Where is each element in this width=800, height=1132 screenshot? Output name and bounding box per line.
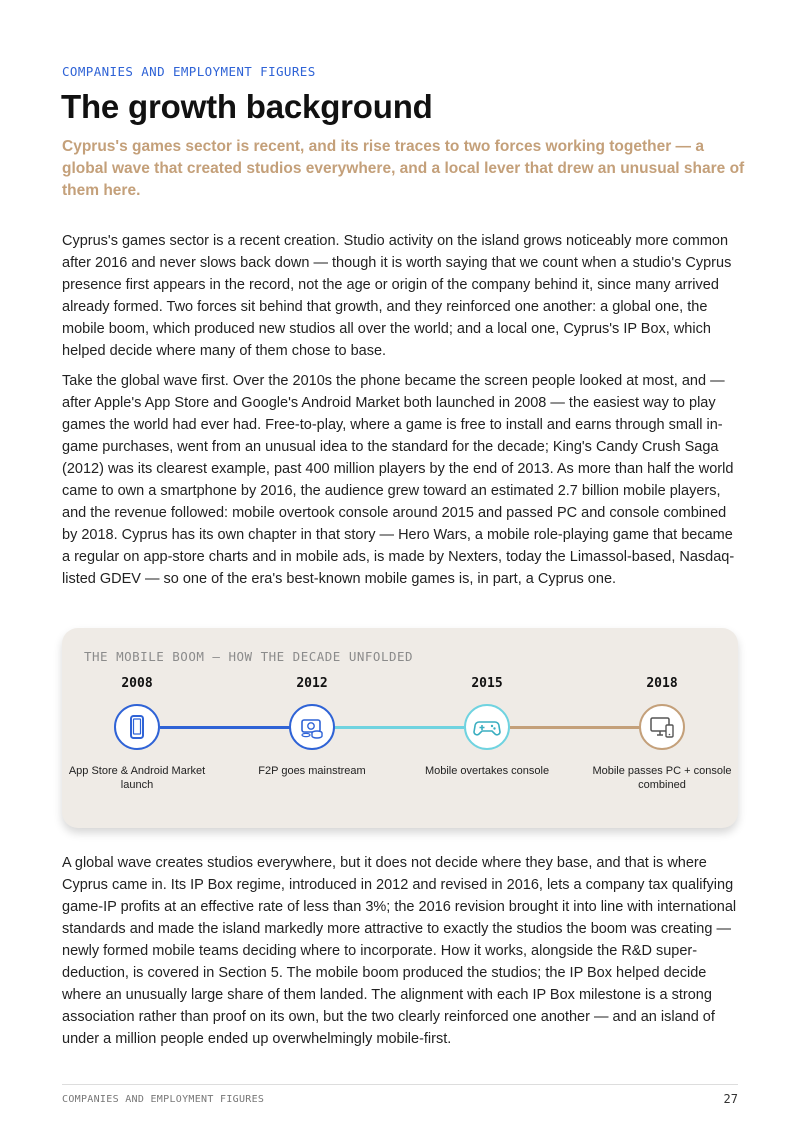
- milestone-year: 2015: [471, 676, 503, 691]
- timeline-title: THE MOBILE BOOM — HOW THE DECADE UNFOLDED: [84, 649, 414, 664]
- milestone-marker: [639, 704, 685, 750]
- footer-divider: [62, 1084, 738, 1085]
- coins-icon: [298, 713, 326, 741]
- smartphone-icon: [124, 714, 150, 740]
- milestone-marker: [289, 704, 335, 750]
- milestone-label: Mobile overtakes console: [424, 765, 550, 777]
- footer-section-label: COMPANIES AND EMPLOYMENT FIGURES: [62, 1094, 265, 1105]
- milestone-marker: [114, 704, 160, 750]
- milestone-year: 2008: [121, 676, 153, 691]
- milestone-marker: [464, 704, 510, 750]
- timeline-connector: [334, 726, 464, 729]
- body-paragraph: Take the global wave first. Over the 2010s the phone became the screen people looked at most, and — after Apple's App Store and Google's Android Market both launched in 2008 — the easiest way to play games the world had ever had. Free-to-play, where a game is free to install and earns through small in-game purchases, went from an unusual idea to the standard for the decade; King's Candy Crush Saga (2012) was its clearest example, past 400 million players by the end of 2013. As more than half the world came to own a smartphone by 2016, the audience grew toward an estimated 2.7 billion mobile players, and the revenue followed: mobile overtook console around 2015 and passed PC and console combined by 2018. Cyprus has its own chapter in that story — Hero Wars, a mobile role-playing game that became a regular on app-store charts and in mobile ads, is made by Nexters, today the Limassol-based, Nasdaq-listed GDEV — so one of the era's best-known mobile games is, in part, a Cyprus one.: [62, 373, 735, 587]
- mobile-boom-timeline: [62, 628, 738, 828]
- gamepad-icon: [473, 713, 501, 741]
- body-paragraph: Cyprus's games sector is a recent creation. Studio activity on the island grows noticeably more common after 2016 and never slows back down — though it is worth saying that we count when a studio's Cyprus presence first appears in the record, not the age or origin of the company behind it, since many arrived already formed. Two forces sit behind that growth, and they reinforced one another: a global one, the mobile boom, which produced new studios all over the world; and a local one, Cyprus's IP Box, which helped decide where many of them chose to base.: [62, 233, 732, 359]
- milestone-label: Mobile passes PC + console combined: [592, 765, 732, 791]
- lede-paragraph: Cyprus's games sector is recent, and its rise traces to two forces working together — a global wave that created studios everywhere, and a local lever that drew an unusual share of them here.: [62, 138, 745, 199]
- body-paragraph: A global wave creates studios everywhere, but it does not decide where they base, and that is where Cyprus came in. Its IP Box regime, introduced in 2012 and revised in 2016, lets a company tax qualifying game-IP profits at an effective rate of less than 3%; the 2016 revision brought it into line with international standards and made the island markedly more attractive to exactly the studios the boom was creating — newly formed mobile teams deciding where to incorporate. How it works, alongside the R&D super-deduction, is covered in Section 5. The mobile boom produced the studios; the IP Box helped decide where an unusually large share of them landed. The alignment with each IP Box milestone is a strong association rather than proof on its own, but the two clearly reinforced one another — and an island of under a million people ended up overwhelmingly mobile-first.: [62, 855, 737, 1047]
- milestone-label: App Store & Android Market launch: [68, 765, 206, 791]
- milestone-year: 2018: [646, 676, 678, 691]
- milestone-label: F2P goes mainstream: [258, 765, 366, 777]
- section-kicker: COMPANIES AND EMPLOYMENT FIGURES: [62, 64, 316, 79]
- desktop-and-phone-icon: [648, 713, 676, 741]
- milestone-year: 2012: [296, 676, 328, 691]
- page-number: 27: [723, 1092, 738, 1106]
- timeline-connector: [510, 726, 640, 729]
- page-title: The growth background: [61, 88, 433, 125]
- timeline-connector: [160, 726, 290, 729]
